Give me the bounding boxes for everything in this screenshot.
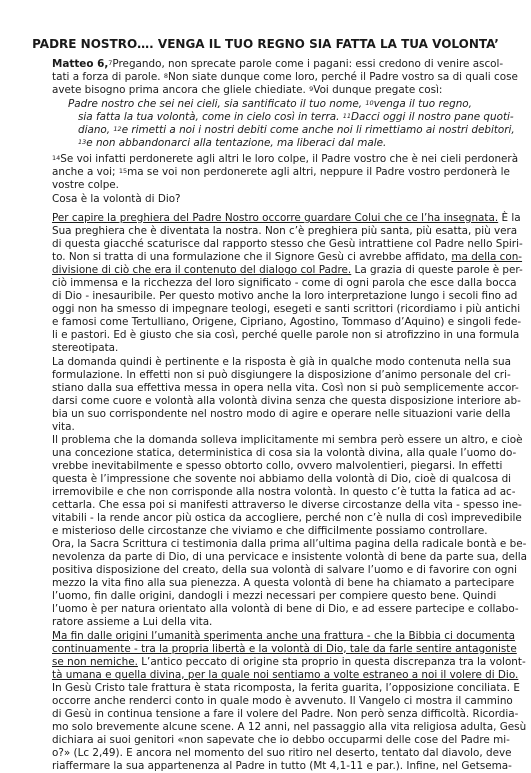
text-run: vrebbe inevitabilmente e spesso obtorto collo, ovvero malvolentieri, piegarsi. In effetti: [52, 459, 503, 472]
text-line: [52, 629, 515, 643]
text-line: [52, 681, 520, 695]
text-run: ciò immensa e la ricchezza del loro significato - come di ogni parola che esce dalla bocca: [52, 277, 517, 290]
text-run: Se voi infatti perdonerete agli altri le loro colpe, il Padre vostro che è nei cieli perdonerà: [60, 153, 519, 165]
question-heading: Cosa è la volontà di Dio?: [52, 193, 181, 205]
text-run: to. Non si tratta di una formulazione che il Signore Gesù ci avrebbe affidato,: [52, 251, 452, 264]
text-run: Padre nostro che sei nei cieli, sia santificato il tuo nome,: [68, 98, 366, 110]
text-run: venga il tuo regno,: [373, 98, 472, 110]
text-run: Il problema che la domanda solleva implicitamente mi sembra però essere un altro, e cioè: [52, 433, 523, 446]
text-run: o?» (Lc 2,49). E ancora nel momento del suo ritiro nel deserto, tentato dal diavolo, deve: [52, 746, 512, 759]
text-run: dichiara ai suoi genitori «non sapevate che io debbo occuparmi delle cose del Padre mi-: [52, 733, 510, 746]
text-line: [52, 368, 511, 382]
text-line: [52, 485, 516, 499]
text-line: [52, 179, 484, 192]
text-line: [52, 459, 503, 473]
forgiveness-verses: [52, 153, 519, 192]
text-run: Per capire la preghiera del Padre Nostro occorre guardare Colui che ce l’ha insegnata.: [52, 212, 499, 224]
text-run: tati a forza di parole.: [52, 71, 164, 84]
text-run: Ora, la Sacra Scrittura ci testimonia dalla prima all’ultima pagina della radicale bontà e be-: [52, 538, 527, 551]
text-line: [52, 421, 484, 434]
text-run: mo solo brevemente alcune scene. A 12 anni, nel passaggio alla vita religiosa adulta, Gesù: [52, 720, 527, 733]
verse-number: 12: [113, 125, 122, 134]
text-run: li e pastori. Ed è giusto che sia così, perché quelle parole non si atrofizzino in una formula: [52, 329, 520, 342]
text-run: L’antico peccato di origine sta proprio in questa discrepanza tra la volont-: [137, 655, 526, 668]
text-line: [52, 720, 527, 734]
text-line: [52, 238, 523, 251]
body-text: [52, 212, 528, 773]
verse-number: 7: [108, 59, 113, 67]
text-line: [52, 655, 526, 669]
text-line: [52, 616, 484, 629]
text-line: [52, 472, 512, 486]
text-line: [52, 137, 484, 150]
text-line: [52, 759, 512, 773]
lords-prayer-text: [52, 98, 515, 150]
text-line: [52, 525, 488, 538]
text-run: darsi come cuore e volontà alla volontà divina senza che questa disposizione interiore ab-: [52, 394, 521, 407]
text-run: di Gesù in continua tensione a fare il volere del Padre. Non però senza difficoltà. Ricordia-: [52, 707, 519, 720]
text-run: vitabili - la rende ancor più ostica da accogliere, perché non c’è nulla di così imprevedibile: [52, 512, 522, 525]
document-title: PADRE NOSTRO…. VENGA IL TUO REGNO SIA FATTA LA TUA VOLONTA’: [32, 37, 499, 51]
text-line: [52, 538, 527, 551]
text-run: La domanda quindi è pertinente e la risposta è già in qualche modo contenuta nella sua: [52, 355, 511, 368]
text-line: [52, 668, 519, 682]
text-line: [52, 642, 517, 656]
text-line: [52, 316, 522, 329]
text-line: [52, 264, 523, 277]
text-line: [52, 694, 513, 708]
verse-number: 11: [342, 112, 351, 121]
text-run: di Dio - inesauribile. Per questo motivo anche la loro interpretazione lungo i secoli fino ad: [52, 290, 518, 303]
text-run: Pregando, non sprecate parole come i pagani: essi credono di venire ascol-: [112, 58, 504, 70]
text-run: occorre anche renderci conto in quale modo è avvenuto. Il Vangelo ci mostra il cammino: [52, 694, 513, 707]
text-line: [52, 564, 517, 577]
text-line: [52, 329, 520, 342]
text-line: [52, 153, 519, 166]
text-run: stereotipata.: [52, 342, 119, 355]
text-line: [52, 381, 519, 395]
text-line: [52, 71, 518, 84]
text-run: oggi non ha smesso di impegnare teologi, esegeti e santi scrittori (ricordiamo i più antichi: [52, 303, 521, 316]
text-line: [52, 342, 484, 355]
text-run: l’uomo, fin dalle origini, dandogli i mezzi necessari per compiere questo bene. Quindi: [52, 590, 497, 603]
verse-number: 8: [163, 72, 168, 81]
text-line: [52, 124, 515, 137]
text-run: In Gesù Cristo tale frattura è stata ricomposta, la ferita guarita, l’opposizione conciliata. E: [52, 681, 520, 694]
text-line: [52, 303, 521, 316]
verse-number: 13: [78, 138, 87, 147]
verse-number: 14: [52, 154, 61, 162]
text-run: stiano dalla sua effettiva messa in opera nella vita. Così non si può semplicemente accor-: [52, 381, 519, 394]
text-line: [52, 166, 510, 179]
text-run: ma della con-: [451, 251, 523, 264]
text-line: [52, 707, 519, 721]
text-run: positiva disposizione del creato, della sua volontà di salvare l’uomo e di favorire con ogni: [52, 564, 517, 577]
text-run: vostre colpe.: [52, 179, 119, 192]
text-line: [52, 733, 510, 747]
text-line: [52, 433, 523, 447]
text-line: [52, 277, 517, 290]
text-line: [52, 407, 511, 421]
text-run: e rimetti a noi i nostri debiti come anche noi li rimettiamo ai nostri debitori,: [121, 124, 515, 137]
text-run: mezzo la vita fino alla sua pienezza. A questa volontà di bene ha chiamato a partecipare: [52, 577, 515, 590]
text-line: [52, 84, 484, 97]
text-run: se non nemiche.: [52, 655, 138, 668]
text-run: bia un suo corrispondente nel nostro modo di agire e operare nelle situazioni varie della: [52, 407, 511, 420]
text-run: divisione di ciò che era il contenuto del dialogo col Padre.: [52, 264, 352, 277]
text-line: [52, 290, 518, 303]
verse-number: 9: [309, 85, 314, 94]
text-run: Non siate dunque come loro, perché il Padre vostro sa di quali cose: [167, 71, 518, 84]
text-line: [52, 446, 517, 460]
text-run: vita.: [52, 420, 75, 433]
text-line: [52, 58, 504, 71]
text-run: una concezione statica, deterministica di cosa sia la volontà divina, alla quale l’uomo do-: [52, 446, 517, 459]
text-line: [52, 212, 521, 225]
text-run: questa è l’impressione che sovente noi abbiamo della volontà di Dio, cioè di qualcosa di: [52, 472, 512, 485]
text-run: Sua preghiera che è diventata la nostra. Non c’è preghiera più santa, più esatta, più vera: [52, 225, 518, 238]
text-run: Matteo 6,: [52, 58, 109, 70]
text-line: [52, 551, 528, 564]
text-run: sia fatta la tua volontà, come in cielo così in terra.: [78, 111, 343, 124]
text-run: Voi dunque pregate così:: [313, 84, 443, 97]
text-line: [52, 746, 512, 760]
text-run: e non abbandonarci alla tentazione, ma liberaci dal male.: [86, 137, 387, 150]
text-line: [52, 577, 515, 590]
text-line: [52, 590, 497, 603]
text-line: [52, 512, 522, 525]
text-line: [52, 225, 518, 238]
text-line: [52, 98, 484, 111]
text-run: continuamente - tra la propria libertà e la volontà di Dio, tale da farle sentire antagoniste: [52, 642, 517, 655]
text-run: formulazione. In effetti non si può disgiungere la disposizione d’animo personale del cri-: [52, 368, 511, 381]
verse-number: 10: [365, 99, 374, 107]
text-run: ma se voi non perdonerete agli altri, neppure il Padre vostro perdonerà le: [127, 166, 510, 179]
text-run: e misterioso delle circostanze che viviamo e che difficilmente possiamo controllare.: [52, 525, 488, 538]
matthew-passage: [52, 58, 518, 97]
text-line: [52, 394, 521, 408]
text-run: ratore assieme a Lui della vita.: [52, 616, 213, 629]
text-run: cettarla. Che essa poi si manifesti attraverso le diverse circostanze della vita - spesso ine-: [52, 499, 522, 512]
text-line: [52, 355, 511, 369]
text-run: diano,: [78, 124, 114, 137]
text-run: di questa giacché scaturisce dal rapporto stesso che Gesù intrattiene col Padre nello Spiri-: [52, 238, 523, 251]
text-run: Ma fin dalle origini l’umanità sperimenta anche una frattura - che la Bibbia ci documenta: [52, 629, 515, 642]
text-line: [52, 251, 523, 264]
text-run: anche a voi;: [52, 166, 119, 179]
text-run: tà umana e quella divina, per la quale noi sentiamo a volte estraneo a noi il volere di Dio.: [52, 668, 519, 681]
text-run: riaffermare la sua appartenenza al Padre in tutto (Mt 4,1-11 e par.). Infine, nel Getsema-: [52, 759, 512, 772]
text-line: [52, 603, 519, 616]
verse-number: 15: [118, 167, 128, 176]
text-line: [52, 499, 522, 512]
text-run: e famosi come Tertulliano, Origene, Cipriano, Agostino, Tommaso d’Aquino) e singoli fede-: [52, 316, 522, 329]
text-run: nevolenza da parte di Dio, di una pervicace e insistente volontà di bene da parte sua, della: [52, 551, 528, 564]
text-run: Dacci oggi il nostro pane quoti-: [351, 111, 514, 124]
text-run: avete bisogno prima ancora che gliele chiediate.: [52, 84, 310, 97]
text-run: irremovibile e che non corrisponde alla nostra volontà. In questo c’è tutta la fatica ad ac-: [52, 485, 516, 498]
text-run: È la: [498, 212, 521, 224]
text-run: l’uomo è per natura orientato alla volontà di bene di Dio, e ad essere partecipe e collabo-: [52, 603, 519, 616]
question-block: [52, 193, 484, 206]
text-line: [52, 111, 514, 124]
text-run: La grazia di queste parole è per-: [351, 264, 523, 277]
